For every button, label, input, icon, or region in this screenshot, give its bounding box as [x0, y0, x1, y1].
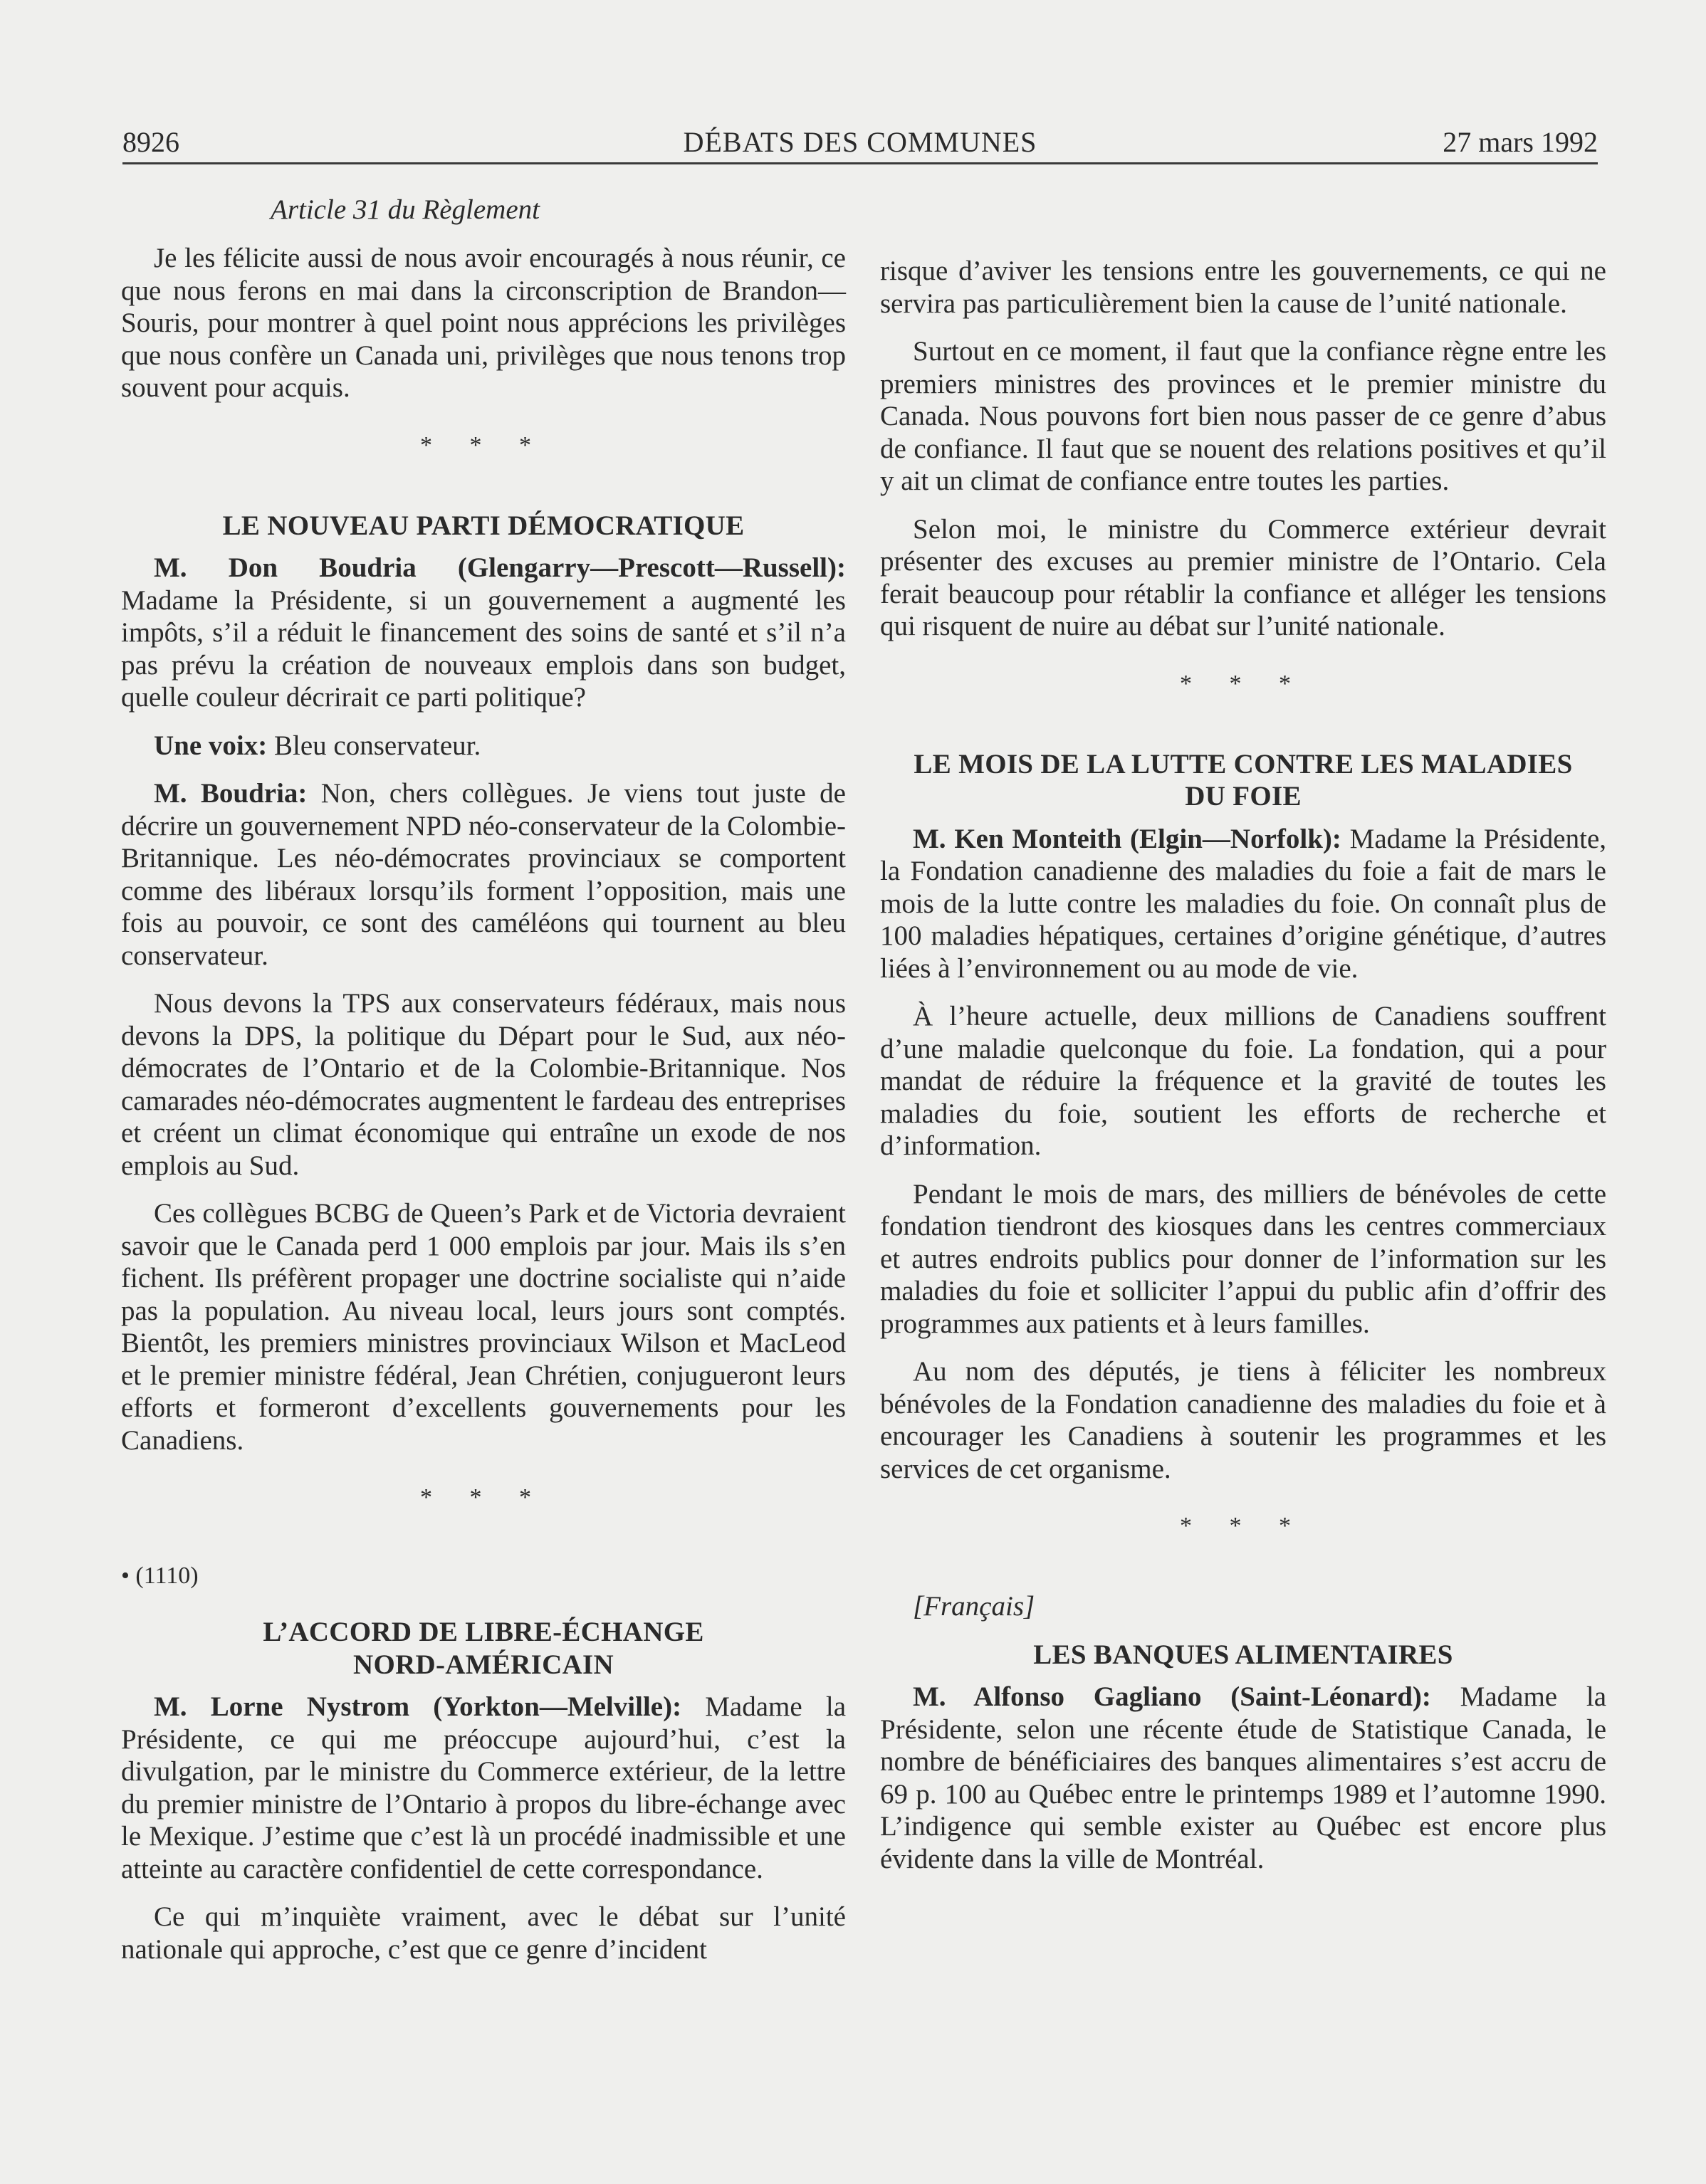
- speech-paragraph: [121, 552, 846, 714]
- section-heading: LE NOUVEAU PARTI DÉMOCRATIQUE: [222, 510, 745, 541]
- paragraph: Nous devons la TPS aux conservateurs fédéraux, mais nous devons la DPS, la politique du Départ pour le Sud, aux néo-démocrates de l’Ontario et de la Colombie-Britannique. Nos camarades néo-démocrates augmentent le fardeau des entreprises et créent un climat économique qui entraîne un exode de nos emplois au Sud.: [121, 988, 846, 1181]
- speaker-name: M. Alfonso Gagliano (Saint-Léonard):: [913, 1681, 1431, 1712]
- right-column: [880, 255, 1606, 1891]
- speech-paragraph: [880, 823, 1606, 985]
- section-separator: * * *: [420, 431, 547, 458]
- paragraph: Selon moi, le ministre du Commerce extérieur devrait présenter des excuses au premier ministre de l’Ontario. Cela ferait beaucoup pour rétablir la confiance et alléger les tensions qui risquent de nuire au débat sur l’unité nationale.: [880, 513, 1606, 641]
- paragraph: Au nom des députés, je tiens à féliciter les nombreux bénévoles de la Fondation canadienne des maladies du foie et à encourager les Canadiens à soutenir les programmes et les services de cet organisme.: [880, 1356, 1606, 1484]
- speech-paragraph: [121, 777, 846, 972]
- page-header: [122, 122, 1598, 164]
- speech-text: Non, chers collègues. Je viens tout juste de décrire un gouvernement NPD néo-conservateur de la Colombie-Britannique. Les néo-démocrates provinciaux se comportent comme des libéraux lorsqu’ils forment l’opposition, mais une fois au pouvoir, ce sont des caméléons qui tournent au bleu conservateur.: [121, 778, 846, 971]
- section-separator: * * *: [1180, 1513, 1307, 1539]
- speech-text: Madame la Présidente, selon une récente étude de Statistique Canada, le nombre de bénéficiaires des banques alimentaires s’est accru de 69 p. 100 au Québec entre le printemps 1989 et l’automne 1990. L’indigence qui semble exister au Québec est encore plus évidente dans la ville de Montréal.: [880, 1681, 1607, 1874]
- speech-paragraph: [880, 1681, 1606, 1875]
- paragraph: À l’heure actuelle, deux millions de Canadiens souffrent d’une maladie quelconque du foie. La fondation, qui a pour mandat de réduire la fréquence et la gravité de toutes les maladies du foie, soutient les efforts de recherche et d’information.: [880, 1001, 1606, 1161]
- paragraph: Pendant le mois de mars, des milliers de bénévoles de cette fondation tiendront des kiosques dans les centres commerciaux et autres endroits publics pour donner de l’information sur les maladies du foie et solliciter l’appui du public afin d’offrir des programmes aux patients et à leurs familles.: [880, 1178, 1606, 1339]
- section-separator: * * *: [1180, 670, 1307, 697]
- section-heading-line: LE MOIS DE LA LUTTE CONTRE LES MALADIES: [914, 748, 1573, 779]
- speaker-name: M. Don Boudria (Glengarry—Prescott—Russell):: [154, 552, 846, 583]
- paragraph: Je les félicite aussi de nous avoir encouragés à nous réunir, ce que nous ferons en mai dans la circonscription de Brandon—Souris, pour montrer à quel point nous apprécions les privilèges que nous confère un Canada uni, privilèges que nous tenons trop souvent pour acquis.: [121, 243, 846, 403]
- speech-text: Madame la Présidente, si un gouvernement a augmenté les impôts, s’il a réduit le financement des soins de santé et s’il n’a pas prévu la création de nouveaux emplois dans son budget, quelle couleur décrirait ce parti politique?: [121, 584, 846, 713]
- section-heading-line: DU FOIE: [1185, 781, 1302, 812]
- section-separator: * * *: [420, 1484, 547, 1511]
- paragraph: Surtout en ce moment, il faut que la confiance règne entre les premiers ministres des provinces et le premier ministre du Canada. Nous pouvons fort bien nous passer de ce genre d’abus de confiance. Il faut que se nouent des relations positives et qu’il y ait un climat de confiance entre toutes les parties.: [880, 336, 1606, 496]
- speaker-name: Une voix:: [154, 730, 268, 761]
- speech-paragraph: [121, 730, 846, 762]
- speech-paragraph: [121, 1691, 846, 1885]
- left-column: [121, 191, 846, 1981]
- publication-title: DÉBATS DES COMMUNES: [683, 126, 1037, 158]
- language-tag: [Français]: [913, 1591, 1035, 1622]
- page-date: 27 mars 1992: [1443, 126, 1598, 158]
- section-heading-line: NORD-AMÉRICAIN: [352, 1649, 614, 1680]
- section-heading-line: L’ACCORD DE LIBRE-ÉCHANGE: [263, 1617, 704, 1647]
- section-rubric: Article 31 du Règlement: [271, 194, 540, 225]
- speaker-name: M. Lorne Nystrom (Yorkton—Melville):: [154, 1691, 682, 1722]
- section-heading: [121, 1616, 846, 1681]
- section-heading: LES BANQUES ALIMENTAIRES: [1033, 1639, 1453, 1670]
- section-heading: [880, 748, 1606, 813]
- paragraph: risque d’aviver les tensions entre les gouvernements, ce qui ne servira pas particulièrement bien la cause de l’unité nationale.: [880, 256, 1606, 319]
- speech-text: Bleu conservateur.: [267, 730, 481, 761]
- time-marker: • (1110): [121, 1563, 199, 1589]
- speaker-name: M. Boudria:: [154, 778, 308, 809]
- paragraph: Ces collègues BCBG de Queen’s Park et de Victoria devraient savoir que le Canada perd 1 000 emplois par jour. Mais ils s’en fichent. Ils préfèrent propager une doctrine socialiste qui n’aide pas la population. Au niveau local, leurs jours sont comptés. Bientôt, les premiers ministres provinciaux Wilson et MacLeod et le premier ministre fédéral, Jean Chrétien, conjugueront leurs efforts et formeront d’excellents gouvernements pour les Canadiens.: [121, 1198, 846, 1456]
- paragraph: Ce qui m’inquiète vraiment, avec le débat sur l’unité nationale qui approche, c’est que ce genre d’incident: [121, 1901, 846, 1965]
- speech-text: Madame la Présidente, ce qui me préoccupe aujourd’hui, c’est la divulgation, par le ministre du Commerce extérieur, de la lettre du premier ministre de l’Ontario à propos du libre-échange avec le Mexique. J’estime que c’est là un procédé inadmissible et une atteinte au caractère confidentiel de cette correspondance.: [121, 1691, 847, 1884]
- speech-text: Madame la Présidente, la Fondation canadienne des maladies du foie a fait de mars le mois de la lutte contre les maladies du foie. On connaît plus de 100 maladies hépatiques, certaines d’origine génétique, d’autres liées à l’environnement ou au mode de vie.: [880, 823, 1607, 984]
- speaker-name: M. Ken Monteith (Elgin—Norfolk):: [913, 823, 1341, 854]
- page-number: 8926: [122, 126, 179, 158]
